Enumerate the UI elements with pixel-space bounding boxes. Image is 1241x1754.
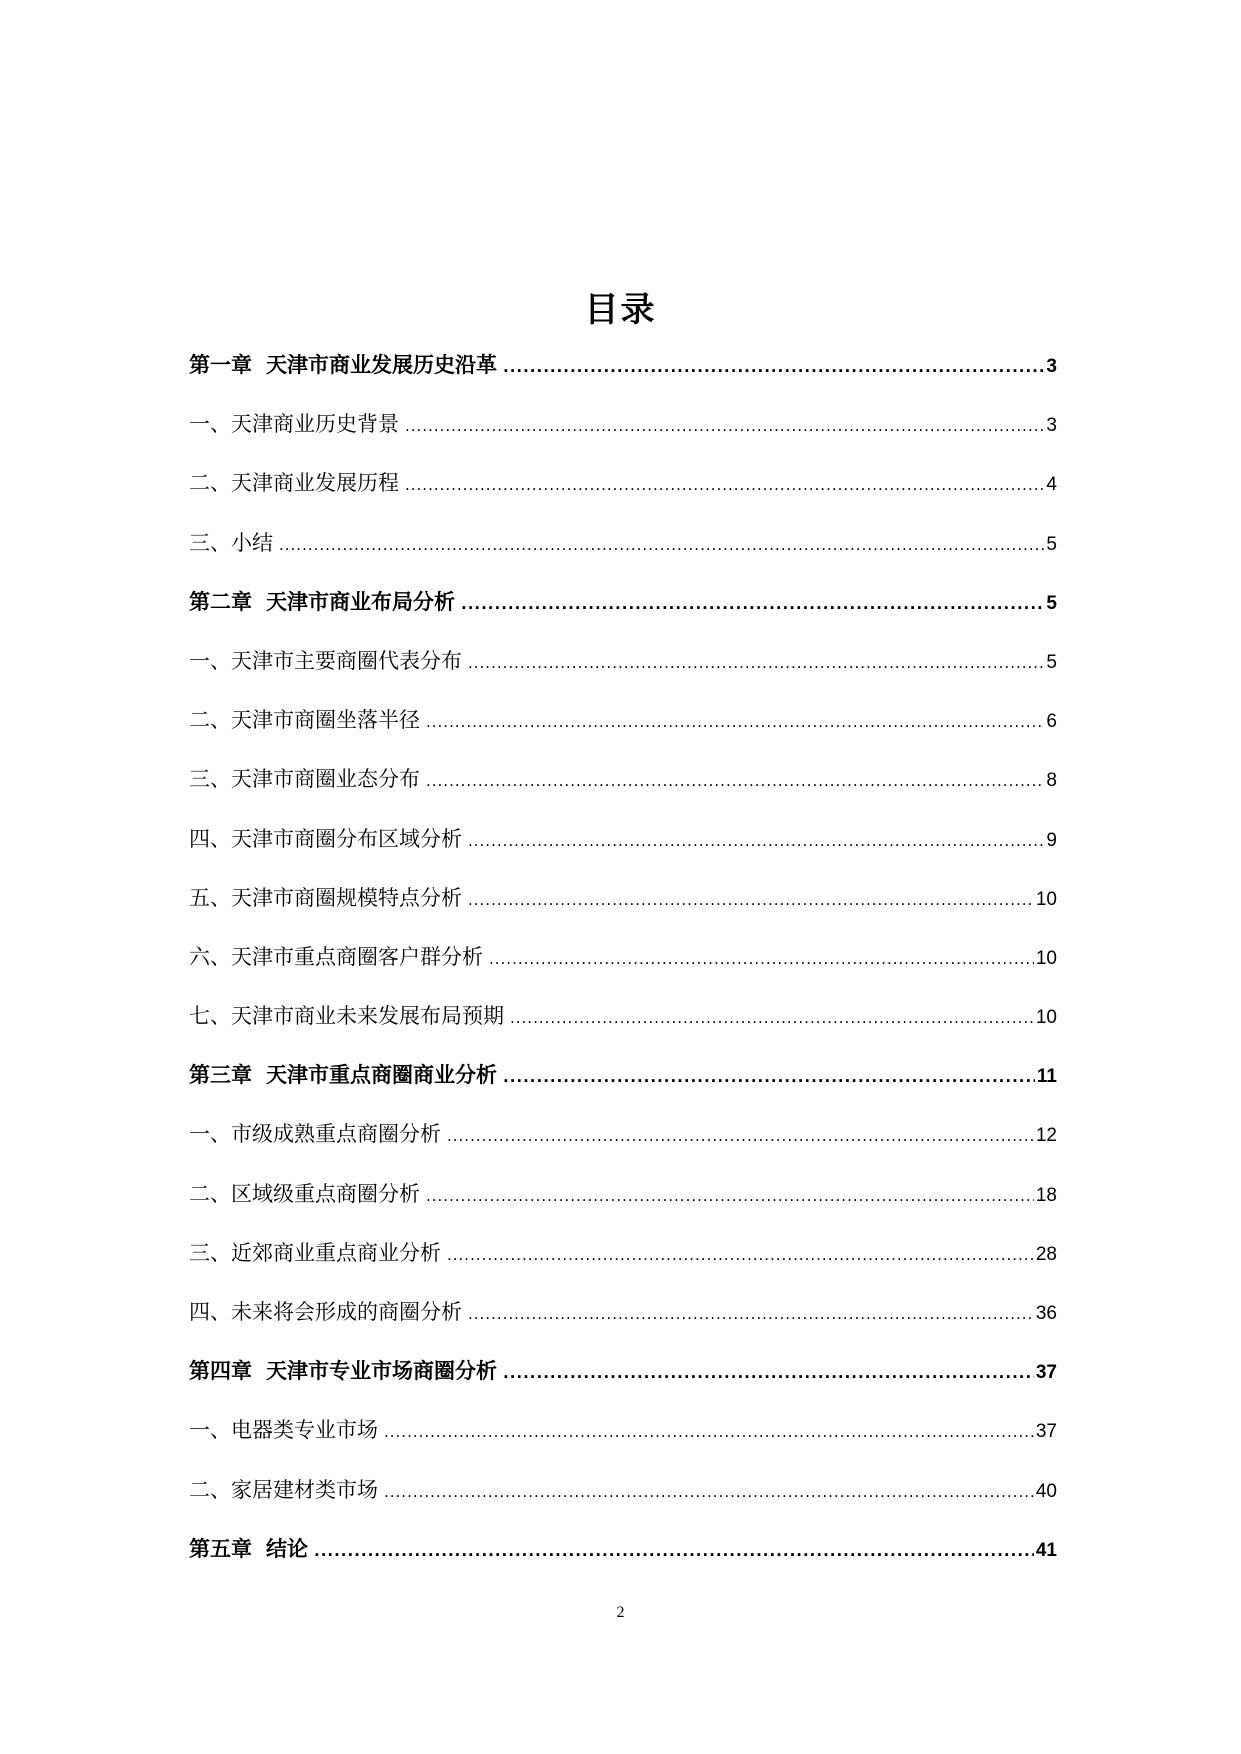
toc-dot-leader	[468, 885, 1034, 915]
toc-entry-text: 天津市商业布局分析	[266, 589, 455, 614]
toc-page-number: 10	[1035, 888, 1057, 910]
toc-dot-leader	[405, 470, 1044, 500]
toc-dot-leader	[489, 944, 1034, 974]
toc-entry-text: 一、电器类专业市场	[189, 1418, 378, 1443]
page-number: 2	[616, 1604, 625, 1621]
toc-chapter-entry[interactable]	[189, 1060, 1057, 1119]
toc-entry-text: 三、小结	[189, 530, 273, 555]
toc-page-number: 10	[1035, 947, 1057, 969]
toc-page-number: 3	[1046, 356, 1057, 377]
toc-entry-label	[189, 705, 420, 735]
toc-list	[189, 350, 1057, 1593]
toc-chapter-number: 第四章	[189, 1359, 252, 1384]
toc-dot-leader	[426, 1181, 1034, 1211]
toc-entry-text: 一、天津商业历史背景	[189, 412, 399, 437]
toc-section-entry[interactable]	[189, 1415, 1057, 1474]
toc-entry-label	[189, 646, 462, 676]
toc-page-number: 5	[1046, 533, 1057, 555]
toc-chapter-entry[interactable]	[189, 1534, 1057, 1593]
toc-section-entry[interactable]	[189, 1179, 1057, 1238]
toc-dot-leader	[447, 1240, 1034, 1270]
toc-entry-label	[189, 1001, 504, 1031]
toc-entry-label	[189, 528, 273, 558]
toc-entry-label	[189, 1060, 497, 1090]
toc-entry-text: 天津市重点商圈商业分析	[266, 1063, 497, 1088]
toc-entry-label	[189, 468, 399, 498]
toc-dot-leader	[503, 352, 1044, 382]
toc-page-number: 5	[1046, 651, 1057, 673]
toc-entry-text: 六、天津市重点商圈客户群分析	[189, 944, 483, 969]
toc-dot-leader	[384, 1417, 1034, 1447]
toc-entry-text: 结论	[266, 1536, 308, 1561]
toc-dot-leader	[503, 1062, 1035, 1092]
toc-section-entry[interactable]	[189, 705, 1057, 764]
toc-entry-text: 四、未来将会形成的商圈分析	[189, 1300, 462, 1324]
toc-entry-label	[189, 942, 483, 972]
toc-entry-text: 四、天津市商圈分布区域分析	[189, 826, 462, 851]
toc-entry-label	[189, 1297, 462, 1327]
toc-page-number: 4	[1046, 474, 1057, 496]
toc-entry-label	[189, 824, 462, 854]
toc-entry-text: 天津市专业市场商圈分析	[266, 1359, 497, 1384]
toc-entry-label	[189, 1119, 441, 1149]
toc-entry-text: 三、近郊商业重点商业分析	[189, 1240, 441, 1265]
toc-entry-label	[189, 1179, 420, 1209]
toc-page-number: 11	[1036, 1066, 1057, 1088]
toc-section-entry[interactable]	[189, 1475, 1057, 1534]
toc-entry-label	[189, 409, 399, 439]
toc-page-number: 6	[1046, 711, 1057, 733]
toc-entry-label	[189, 587, 455, 617]
toc-dot-leader	[279, 530, 1044, 560]
toc-dot-leader	[468, 1299, 1034, 1329]
toc-page-number: 28	[1035, 1243, 1057, 1265]
toc-section-entry[interactable]	[189, 1238, 1057, 1297]
toc-entry-text: 一、天津市主要商圈代表分布	[189, 648, 462, 673]
toc-section-entry[interactable]	[189, 468, 1057, 527]
toc-chapter-entry[interactable]	[189, 1356, 1057, 1415]
toc-entry-text: 二、区域级重点商圈分析	[189, 1181, 420, 1206]
toc-page-number: 37	[1035, 1362, 1057, 1384]
toc-entry-text: 七、天津市商业未来发展布局预期	[189, 1004, 504, 1029]
toc-page-number: 41	[1035, 1539, 1057, 1561]
toc-title: 目录	[584, 290, 657, 330]
toc-entry-text: 三、天津市商圈业态分布	[189, 767, 420, 792]
toc-page-number: 10	[1035, 1007, 1057, 1029]
toc-chapter-entry[interactable]	[189, 350, 1057, 409]
toc-section-entry[interactable]	[189, 1119, 1057, 1178]
toc-dot-leader	[461, 589, 1044, 619]
toc-entry-text: 一、市级成熟重点商圈分析	[189, 1122, 441, 1147]
toc-section-entry[interactable]	[189, 646, 1057, 705]
toc-chapter-number: 第五章	[189, 1536, 252, 1561]
toc-section-entry[interactable]	[189, 883, 1057, 942]
toc-dot-leader	[426, 766, 1044, 796]
toc-section-entry[interactable]	[189, 1001, 1057, 1060]
toc-section-entry[interactable]	[189, 1297, 1057, 1356]
toc-dot-leader	[426, 707, 1044, 737]
toc-dot-leader	[468, 826, 1044, 856]
toc-page-number: 3	[1046, 415, 1057, 437]
toc-section-entry[interactable]	[189, 942, 1057, 1001]
toc-entry-label	[189, 1415, 378, 1445]
toc-chapter-entry[interactable]	[189, 587, 1057, 646]
toc-entry-text: 五、天津市商圈规模特点分析	[189, 885, 462, 910]
toc-dot-leader	[468, 648, 1044, 678]
toc-entry-label	[189, 764, 420, 794]
toc-dot-leader	[503, 1358, 1034, 1388]
toc-page-number: 5	[1046, 592, 1057, 614]
toc-page-number: 18	[1035, 1184, 1057, 1206]
toc-entry-text: 天津市商业发展历史沿革	[266, 353, 497, 377]
toc-chapter-number: 第一章	[189, 353, 252, 377]
toc-entry-label	[189, 1534, 308, 1564]
toc-entry-label	[189, 1475, 378, 1505]
toc-dot-leader	[384, 1477, 1034, 1507]
toc-entry-label	[189, 1356, 497, 1386]
toc-entry-label	[189, 1238, 441, 1268]
toc-page-number: 37	[1035, 1421, 1057, 1443]
toc-chapter-number: 第三章	[189, 1063, 252, 1088]
toc-dot-leader	[314, 1536, 1034, 1566]
toc-dot-leader	[405, 411, 1044, 441]
toc-page-number: 8	[1046, 770, 1057, 792]
toc-entry-label	[189, 350, 497, 380]
toc-page-number: 36	[1035, 1303, 1057, 1324]
toc-section-entry[interactable]	[189, 824, 1057, 883]
toc-entry-text: 二、家居建材类市场	[189, 1477, 378, 1502]
toc-dot-leader	[447, 1121, 1034, 1151]
toc-entry-text: 二、天津市商圈坐落半径	[189, 708, 420, 733]
toc-page-number: 40	[1035, 1480, 1057, 1502]
toc-section-entry[interactable]	[189, 528, 1057, 587]
toc-page-number: 12	[1035, 1125, 1057, 1147]
toc-entry-text: 二、天津商业发展历程	[189, 471, 399, 496]
toc-section-entry[interactable]	[189, 764, 1057, 823]
toc-section-entry[interactable]	[189, 409, 1057, 468]
toc-chapter-number: 第二章	[189, 589, 252, 614]
toc-entry-label	[189, 883, 462, 913]
toc-page-number: 9	[1046, 829, 1057, 851]
toc-dot-leader	[510, 1003, 1034, 1033]
